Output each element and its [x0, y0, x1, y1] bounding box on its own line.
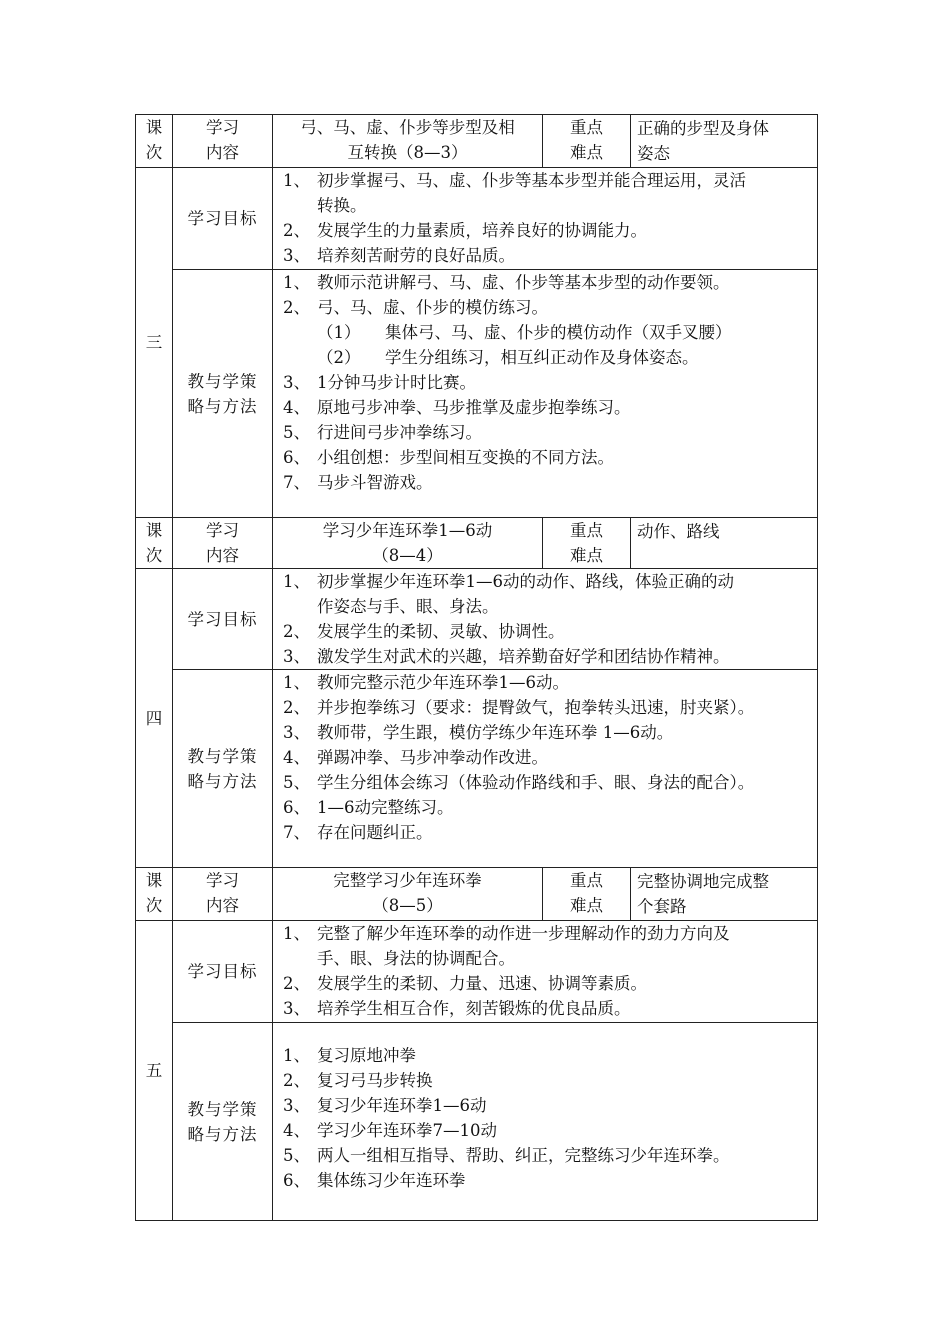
goal-item: 2、 发展学生的力量素质，培养良好的协调能力。 [283, 221, 647, 240]
content-label: 学习 内容 [173, 518, 273, 569]
method-item: 3、 1分钟马步计时比赛。 [283, 373, 476, 392]
method-label: 教与学策 略与方法 [173, 670, 273, 868]
method-list [273, 1023, 818, 1221]
method-item: 3、 复习少年连环拳1—6动 [283, 1096, 487, 1115]
goal-item-cont: 转换。 [317, 196, 367, 215]
goal-label: 学习目标 [173, 921, 273, 1023]
lesson-4-header-row [136, 518, 818, 569]
method-item: 6、 1—6动完整练习。 [283, 798, 454, 817]
goal-item: 1、 初步掌握少年连环拳1—6动的动作、路线，体验正确的动 [283, 572, 734, 591]
lesson-number: 三 [136, 168, 173, 518]
lesson-plan-table [135, 114, 818, 1221]
lesson-3-goal-row [136, 168, 818, 270]
method-item: 4、 学习少年连环拳7—10动 [283, 1121, 497, 1140]
lesson-label: 课 次 [136, 115, 173, 168]
lesson-content: 弓、马、虚、仆步等步型及相 互转换（8—3） [273, 115, 543, 168]
content-label: 学习 内容 [173, 115, 273, 168]
key-label: 重点 难点 [543, 115, 631, 168]
method-item: 7、 马步斗智游戏。 [283, 473, 433, 492]
goal-item: 3、 激发学生对武术的兴趣，培养勤奋好学和团结协作精神。 [283, 647, 730, 666]
key-label: 重点 难点 [543, 868, 631, 921]
goal-item-cont: 作姿态与手、眼、身法。 [317, 597, 499, 616]
method-item: 2、 并步抱拳练习（要求：提臀敛气，抱拳转头迅速，肘夹紧）。 [283, 698, 755, 717]
method-item: 6、 集体练习少年连环拳 [283, 1171, 466, 1190]
lesson-content: 学习少年连环拳1—6动 （8—4） [273, 518, 543, 569]
method-list [273, 270, 818, 518]
goal-item: 2、 发展学生的柔韧、力量、迅速、协调等素质。 [283, 974, 647, 993]
key-label: 重点 难点 [543, 518, 631, 569]
method-item: 7、 存在问题纠正。 [283, 823, 433, 842]
lesson-content: 完整学习少年连环拳 （8—5） [273, 868, 543, 921]
lesson-4-goal-row [136, 569, 818, 670]
method-label: 教与学策 略与方法 [173, 1023, 273, 1221]
lesson-3-method-row [136, 270, 818, 518]
key-points: 完整协调地完成整 个套路 [631, 868, 818, 921]
method-item: 4、 原地弓步冲拳、马步推掌及虚步抱拳练习。 [283, 398, 631, 417]
method-item: 6、 小组创想：步型间相互变换的不同方法。 [283, 448, 614, 467]
goal-label: 学习目标 [173, 168, 273, 270]
lesson-number: 四 [136, 569, 173, 868]
method-item: 3、 教师带，学生跟，模仿学练少年连环拳 1—6动。 [283, 723, 674, 742]
goal-label: 学习目标 [173, 569, 273, 670]
lesson-label: 课 次 [136, 518, 173, 569]
goal-item: 2、 发展学生的柔韧、灵敏、协调性。 [283, 622, 565, 641]
lesson-4-method-row [136, 670, 818, 868]
method-item: 5、 行进间弓步冲拳练习。 [283, 423, 482, 442]
key-points: 动作、路线 [631, 518, 818, 569]
method-subitem: （2） 学生分组练习，相互纠正动作及身体姿态。 [317, 348, 699, 367]
lesson-number: 五 [136, 921, 173, 1221]
key-points: 正确的步型及身体 姿态 [631, 115, 818, 168]
method-list [273, 670, 818, 868]
method-subitem: （1） 集体弓、马、虚、仆步的模仿动作（双手叉腰） [317, 323, 732, 342]
goal-item: 3、 培养学生相互合作，刻苦锻炼的优良品质。 [283, 999, 631, 1018]
goal-item: 1、 初步掌握弓、马、虚、仆步等基本步型并能合理运用，灵活 [283, 171, 746, 190]
lesson-5-header-row [136, 868, 818, 921]
lesson-3-header-row [136, 115, 818, 168]
method-item: 2、 弓、马、虚、仆步的模仿练习。 [283, 298, 548, 317]
goal-list [273, 168, 818, 270]
lesson-label: 课 次 [136, 868, 173, 921]
lesson-5-goal-row [136, 921, 818, 1023]
content-label: 学习 内容 [173, 868, 273, 921]
goal-item: 1、 完整了解少年连环拳的动作进一步理解动作的劲力方向及 [283, 924, 730, 943]
goal-list [273, 921, 818, 1023]
goal-item: 3、 培养刻苦耐劳的良好品质。 [283, 246, 515, 265]
method-item: 2、 复习弓马步转换 [283, 1071, 433, 1090]
method-item: 5、 学生分组体会练习（体验动作路线和手、眼、身法的配合）。 [283, 773, 755, 792]
method-item: 1、 教师示范讲解弓、马、虚、仆步等基本步型的动作要领。 [283, 273, 730, 292]
goal-item-cont: 手、眼、身法的协调配合。 [317, 949, 515, 968]
lesson-5-method-row [136, 1023, 818, 1221]
method-item: 1、 教师完整示范少年连环拳1—6动。 [283, 673, 569, 692]
method-item: 4、 弹踢冲拳、马步冲拳动作改进。 [283, 748, 548, 767]
method-item: 5、 两人一组相互指导、帮助、纠正，完整练习少年连环拳。 [283, 1146, 730, 1165]
goal-list [273, 569, 818, 670]
method-label: 教与学策 略与方法 [173, 270, 273, 518]
method-item: 1、 复习原地冲拳 [283, 1046, 416, 1065]
